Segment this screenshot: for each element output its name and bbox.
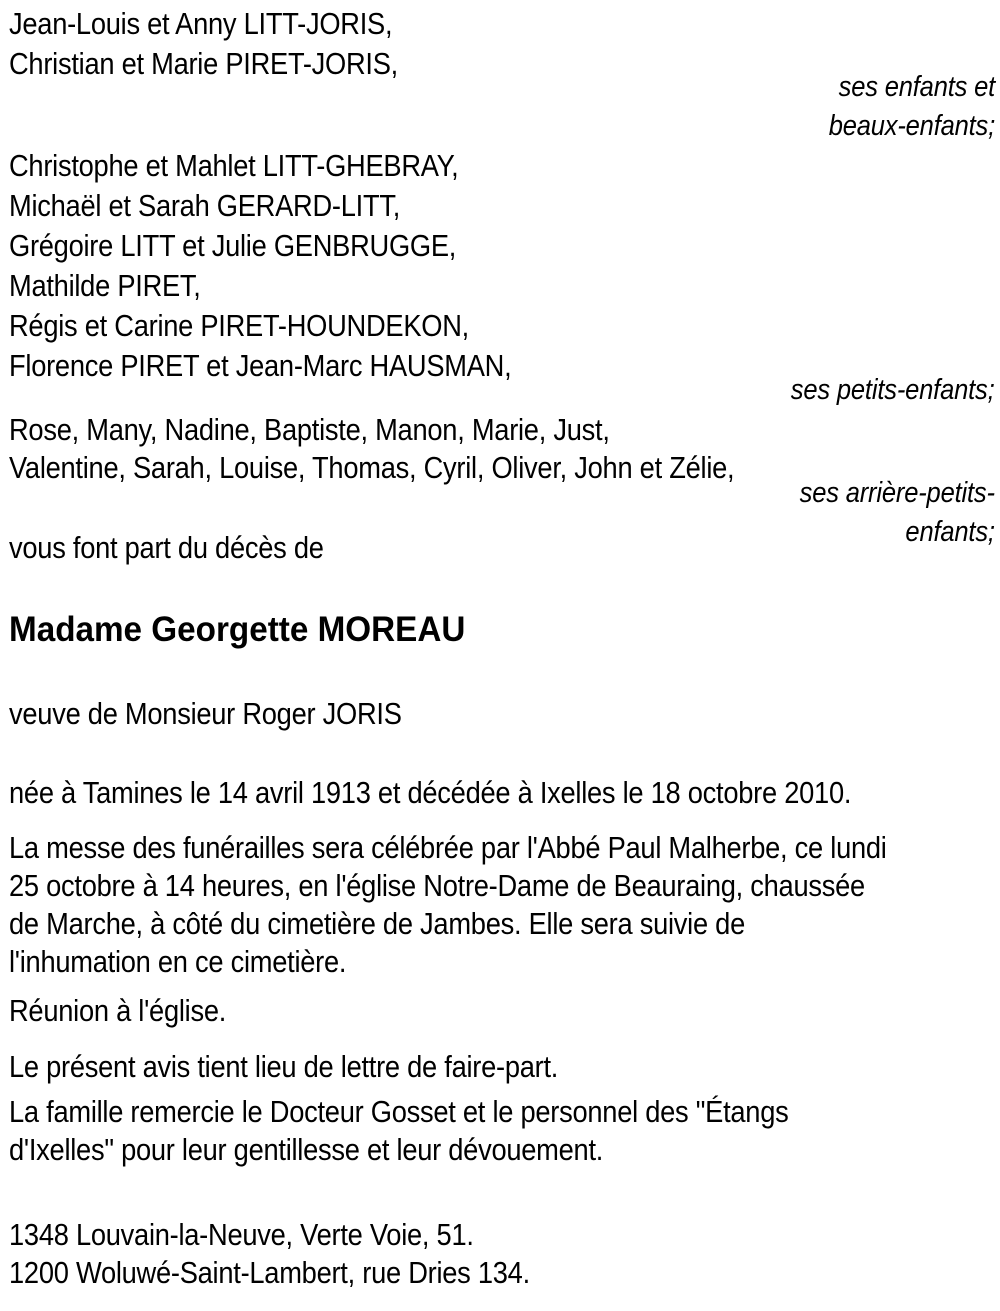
addresses	[9, 1216, 530, 1292]
family-name-line: Valentine, Sarah, Louise, Thomas, Cyril, Oliver, John et Zélie,	[9, 450, 735, 485]
children-relation-label	[829, 68, 995, 146]
grandchildren-names	[9, 146, 511, 386]
address-line: 1348 Louvain-la-Neuve, Verte Voie, 51.	[9, 1217, 474, 1252]
widow-line: veuve de Monsieur Roger JORIS	[9, 696, 402, 731]
relation-line: ses petits-enfants;	[791, 374, 995, 406]
relation-line: ses arrière-petits-	[799, 477, 995, 509]
family-name-line: Christophe et Mahlet LITT-GHEBRAY,	[9, 148, 459, 183]
great-grandchildren-relation-label	[800, 474, 995, 552]
thanks-paragraph	[9, 1093, 789, 1169]
grandchildren-relation-label	[791, 371, 995, 410]
family-name-line: Christian et Marie PIRET-JORIS,	[9, 46, 399, 81]
family-name-line: Grégoire LITT et Julie GENBRUGGE,	[9, 228, 457, 263]
funeral-paragraph	[9, 829, 887, 981]
notice-line: Le présent avis tient lieu de lettre de faire-part.	[9, 1049, 559, 1084]
address-line: 1200 Woluwé-Saint-Lambert, rue Dries 134.	[9, 1255, 530, 1290]
funeral-line: 25 octobre à 14 heures, en l'église Notre-Dame de Beauraing, chaussée	[9, 868, 865, 903]
meeting-line: Réunion à l'église.	[9, 993, 227, 1028]
thanks-line: La famille remercie le Docteur Gosset et le personnel des "Étangs	[9, 1094, 789, 1129]
relation-line: ses enfants et	[838, 71, 995, 103]
family-name-line: Michaël et Sarah GERARD-LITT,	[9, 188, 401, 223]
children-names	[9, 4, 398, 84]
family-name-line: Mathilde PIRET,	[9, 268, 201, 303]
great-grandchildren-names	[9, 411, 734, 487]
relation-line: beaux-enfants;	[828, 110, 995, 142]
relation-line: enfants;	[905, 516, 995, 548]
family-name-line: Florence PIRET et Jean-Marc HAUSMAN,	[9, 348, 512, 383]
family-name-line: Régis et Carine PIRET-HOUNDEKON,	[9, 308, 469, 343]
funeral-line: de Marche, à côté du cimetière de Jambes. Elle sera suivie de	[9, 906, 745, 941]
intro-line: vous font part du décès de	[9, 530, 324, 565]
thanks-line: d'Ixelles" pour leur gentillesse et leur dévouement.	[9, 1132, 604, 1167]
funeral-line: l'inhumation en ce cimetière.	[9, 944, 347, 979]
family-name-line: Jean-Louis et Anny LITT-JORIS,	[9, 6, 393, 41]
family-name-line: Rose, Many, Nadine, Baptiste, Manon, Marie, Just,	[9, 412, 610, 447]
deceased-name: Madame Georgette MOREAU	[9, 610, 466, 649]
birth-death-line: née à Tamines le 14 avril 1913 et décédée à Ixelles le 18 octobre 2010.	[9, 775, 852, 810]
funeral-line: La messe des funérailles sera célébrée par l'Abbé Paul Malherbe, ce lundi	[9, 830, 887, 865]
